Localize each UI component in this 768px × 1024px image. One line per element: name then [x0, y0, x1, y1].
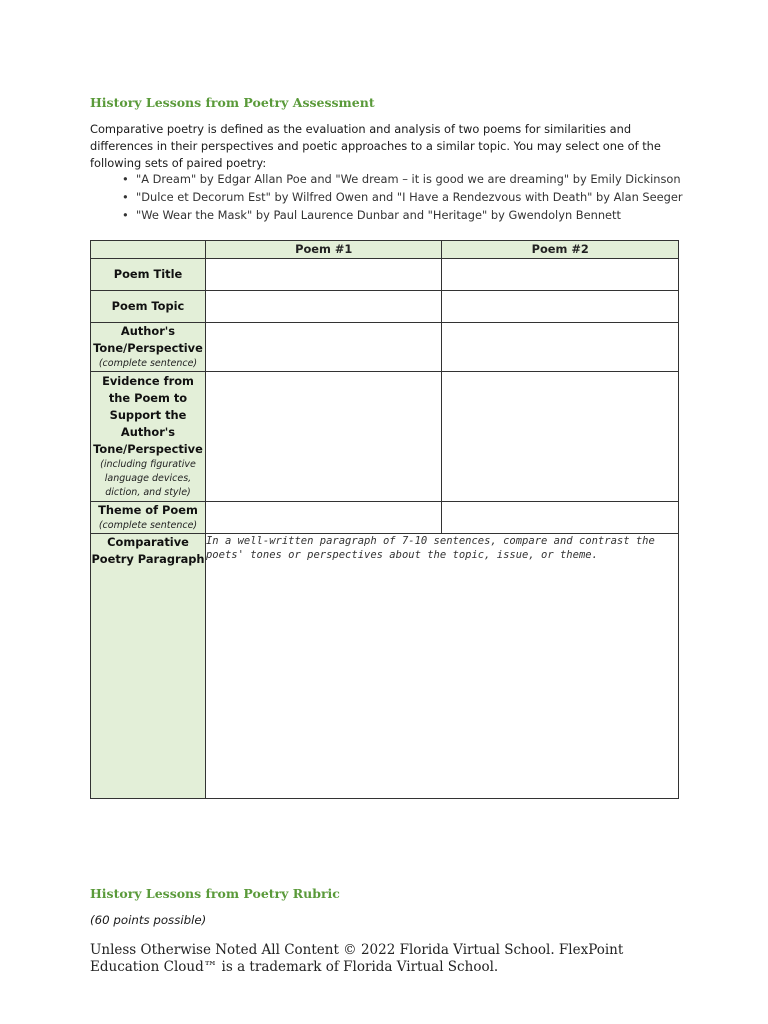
bullet-icon: • — [122, 172, 129, 186]
table-row — [91, 534, 679, 799]
poem-1-tone-cell[interactable] — [205, 323, 442, 372]
table-row — [91, 259, 679, 291]
row-label-paragraph: Comparative Poetry Paragraph — [91, 534, 206, 799]
paragraph-prompt: In a well-written paragraph of 7-10 sentences, compare and contrast the poets' tones or perspectives about the topic, issue, or theme. — [205, 535, 655, 561]
poem-1-title-cell[interactable] — [205, 259, 442, 291]
points-possible: (60 points possible) — [90, 913, 207, 927]
table-header-row — [91, 241, 679, 259]
header-empty — [91, 241, 206, 259]
table-row — [91, 323, 679, 372]
comparison-table — [90, 240, 679, 799]
comparative-paragraph-cell[interactable] — [205, 534, 678, 799]
copyright-footer: Unless Otherwise Noted All Content © 2022 Florida Virtual School. FlexPoint Education Cloud™ is a trademark of Florida Virtual School. — [90, 942, 624, 975]
poem-1-evidence-cell[interactable] — [205, 372, 442, 502]
row-note: (complete sentence) — [98, 520, 198, 531]
list-item: • "We Wear the Mask" by Paul Laurence Dunbar and "Heritage" by Gwendolyn Bennett — [122, 208, 621, 222]
row-label-poem-topic: Poem Topic — [91, 291, 206, 323]
assessment-title: History Lessons from Poetry Assessment — [90, 95, 375, 110]
header-poem-2: Poem #2 — [442, 241, 679, 259]
poem-2-theme-cell[interactable] — [442, 502, 679, 534]
row-label-theme: Theme of Poem (complete sentence) — [91, 502, 206, 534]
poem-pairs-list — [118, 170, 683, 224]
bullet-icon: • — [122, 190, 129, 204]
poem-1-theme-cell[interactable] — [205, 502, 442, 534]
row-note: (including figurative language devices, diction, and style) — [100, 459, 196, 498]
list-item: • "A Dream" by Edgar Allan Poe and "We dream – it is good we are dreaming" by Emily Dickinson — [122, 172, 681, 186]
row-note: (complete sentence) — [98, 358, 198, 369]
table-row — [91, 502, 679, 534]
header-poem-1: Poem #1 — [205, 241, 442, 259]
poem-2-tone-cell[interactable] — [442, 323, 679, 372]
poem-2-evidence-cell[interactable] — [442, 372, 679, 502]
rubric-title: History Lessons from Poetry Rubric — [90, 886, 340, 901]
poem-2-topic-cell[interactable] — [442, 291, 679, 323]
intro-paragraph: Comparative poetry is defined as the evaluation and analysis of two poems for similarities and differences in their perspectives and poetic approaches to a similar topic. You may select one of the following sets of paired poetry: — [90, 122, 661, 170]
bullet-icon: • — [122, 208, 129, 222]
row-label-evidence: Evidence from the Poem to Support the Author's Tone/Perspective (including figurative language devices, diction, and style) — [91, 372, 206, 502]
poem-2-title-cell[interactable] — [442, 259, 679, 291]
poem-1-topic-cell[interactable] — [205, 291, 442, 323]
row-label-poem-title: Poem Title — [91, 259, 206, 291]
list-item: • "Dulce et Decorum Est" by Wilfred Owen and "I Have a Rendezvous with Death" by Alan Seeger — [122, 190, 683, 204]
row-label-tone: Author's Tone/Perspective (complete sentence) — [91, 323, 206, 372]
table-row — [91, 291, 679, 323]
table-row — [91, 372, 679, 502]
